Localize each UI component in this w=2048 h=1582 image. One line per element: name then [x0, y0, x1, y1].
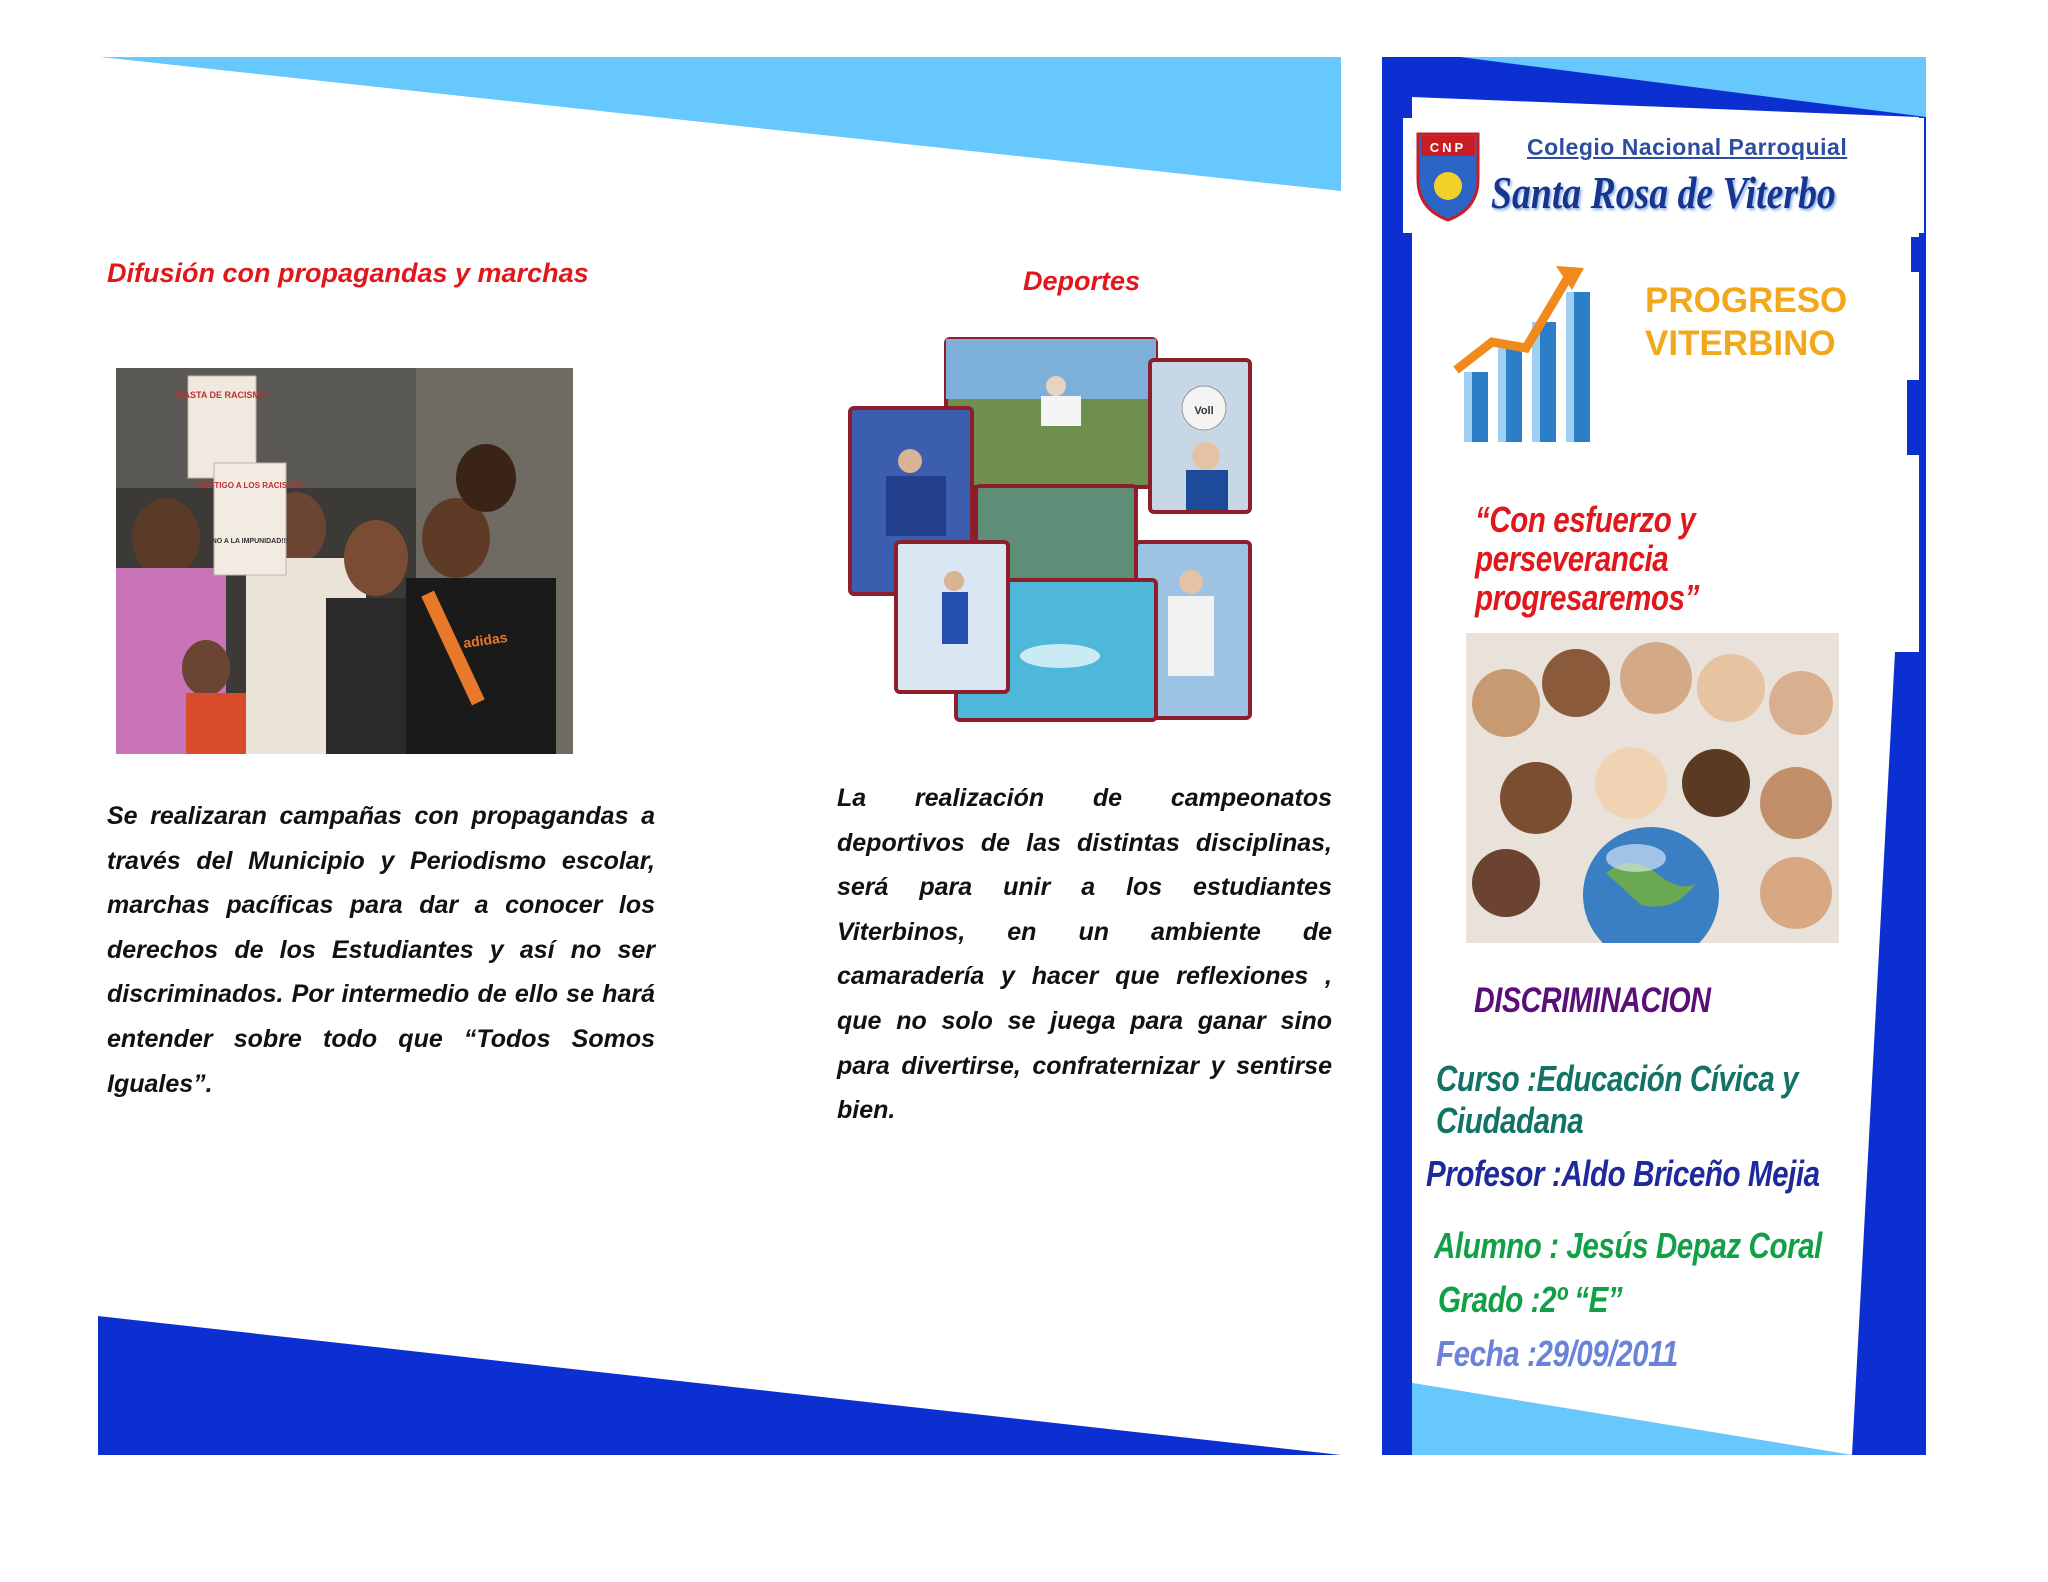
- middle-heading: Deportes: [1023, 266, 1141, 296]
- left-heading: Difusión con propagandas y marchas: [107, 258, 589, 288]
- top-wedge: [100, 57, 1341, 191]
- grade-label: Grado :2º “E”: [1438, 1279, 1623, 1320]
- school-name-line2: Santa Rosa de Viterbo: [1491, 167, 1836, 218]
- date-label: Fecha :29/09/2011: [1436, 1333, 1678, 1374]
- protest-photo: [116, 368, 573, 754]
- sign-1-text: BASTA DE RACISMO: [177, 390, 267, 400]
- school-crest-icon: [1413, 124, 1483, 224]
- growth-chart-icon: [1452, 262, 1622, 452]
- school-name-line1: Colegio Nacional Parroquial: [1527, 134, 1848, 160]
- sign-2-text: CASTIGO A LOS RACISTAS: [197, 481, 303, 490]
- middle-paragraph: La realización de campeonatos deportivos de las distintas disciplinas, será para unir a los estudiantes Viterbinos, en un ambiente de camaradería y hacer que reflexiones , que no solo se juega para ganar sino para divertirse, confraternizar y sentirse bien.: [837, 784, 1332, 1125]
- motto: “Con esfuerzo y perseverancia progresaremos”: [1475, 499, 1699, 618]
- bottom-wedge: [98, 1316, 1341, 1455]
- children-globe-photo: [1466, 633, 1839, 943]
- teacher-label: Profesor :Aldo Briceño Mejia: [1426, 1153, 1820, 1194]
- student-label: Alumno : Jesús Depaz Coral: [1434, 1225, 1822, 1266]
- publication-title: PROGRESO VITERBINO: [1645, 281, 1848, 363]
- crest-badge: CNP: [1429, 140, 1467, 155]
- left-paragraph: Se realizaran campañas con propagandas a través del Municipio y Periodismo escolar, marchas pacíficas para dar a conocer los derechos de los Estudiantes y así no ser discriminados. Por intermedio de ello se hará entender sobre todo que “Todos Somos Iguales”.: [107, 802, 655, 1098]
- ball-text: Voll: [1194, 405, 1214, 417]
- topic-title: DISCRIMINACION: [1474, 981, 1711, 1020]
- sports-collage: [846, 336, 1256, 726]
- school-logo: [1403, 118, 1924, 233]
- course-label: Curso :Educación Cívica y Ciudadana: [1436, 1058, 1799, 1141]
- shirt-text: adidas: [462, 628, 509, 651]
- sign-3-text: NO A LA IMPUNIDAD!!!: [211, 538, 289, 545]
